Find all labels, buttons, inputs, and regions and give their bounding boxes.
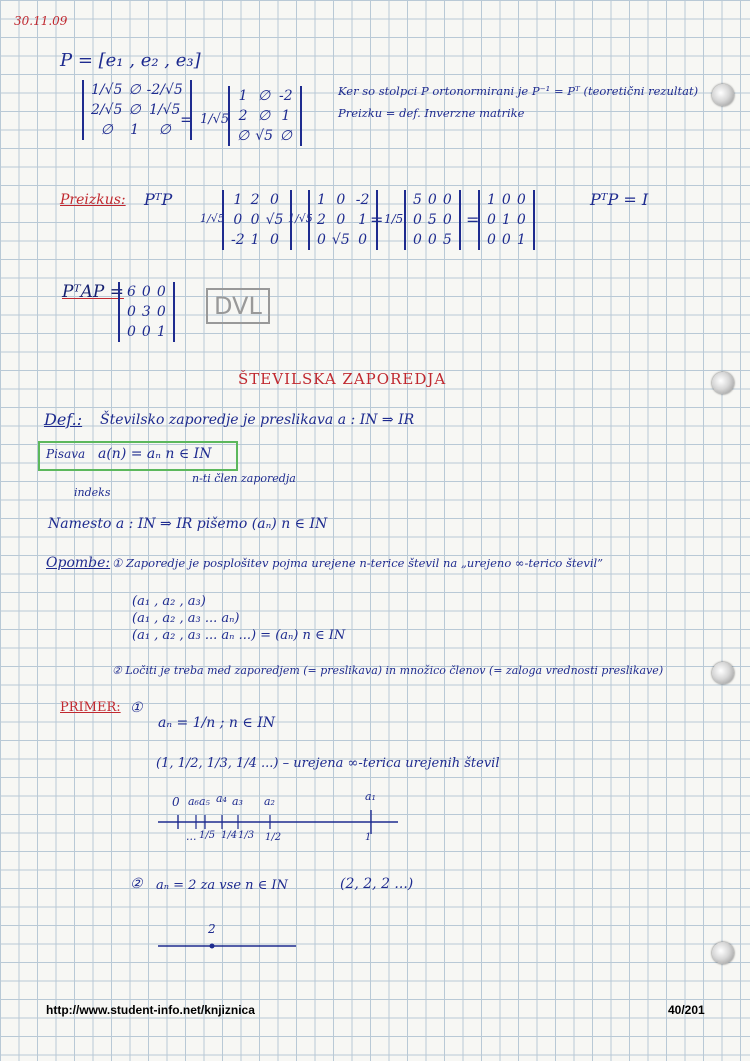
cell: ∅: [258, 88, 271, 104]
cell: 0: [127, 324, 136, 340]
equals-sign-2: =: [370, 210, 384, 229]
ptp-equals-identity: PᵀP = I: [590, 190, 649, 209]
cell: ∅: [279, 128, 292, 144]
axis-label-fifth: 1/5: [199, 830, 216, 841]
cell: 0: [442, 192, 452, 208]
tuple-n: (a₁ , a₂ , a₃ ... aₙ): [132, 611, 240, 626]
example-one-formula: aₙ = 1/n ; n ∈ IN: [158, 715, 275, 731]
example-label: PRIMER:: [60, 700, 121, 715]
tuple-three: (a₁ , a₂ , a₃): [132, 594, 206, 609]
cell: 1: [233, 192, 243, 208]
cell: 1: [487, 192, 496, 208]
cell: 6: [127, 284, 136, 300]
axis-label-dots: ...: [186, 830, 197, 843]
cell: 2/√5: [91, 102, 123, 118]
cell: 0: [336, 212, 346, 228]
index-note: indeks: [74, 486, 111, 499]
cell: 0: [442, 212, 452, 228]
axis-label-a4: a₄: [216, 792, 227, 805]
cell: 0: [501, 232, 511, 248]
scalar-one-over-sqrt5-b: 1/√5: [288, 212, 313, 225]
cell: 0: [487, 212, 496, 228]
axis-label-a2: a₂: [264, 795, 275, 808]
cell: ∅: [158, 122, 171, 138]
cell: -2: [231, 232, 245, 248]
cell: 0: [358, 232, 368, 248]
cell: 0: [427, 232, 437, 248]
cell: 0: [250, 212, 260, 228]
axis-label-third: 1/3: [238, 830, 255, 841]
p-definition: P = [e₁ , e₂ , e₃]: [60, 50, 201, 71]
cell: 0: [270, 192, 279, 208]
cell: 1: [156, 324, 166, 340]
cell: 1: [250, 232, 260, 248]
check-expression: PᵀP: [144, 190, 173, 209]
cell: 1/√5: [149, 102, 181, 118]
cell: 5: [427, 212, 437, 228]
cell: 0: [156, 284, 166, 300]
footer-url: http://www.student-info.net/knjiznica: [46, 1003, 255, 1017]
definition-text: Številsko zaporedje je preslikava a : IN ⇒ IR: [100, 412, 415, 428]
date: 30.11.09: [14, 14, 68, 28]
equals-sign-3: =: [466, 210, 480, 229]
cell: -2: [279, 88, 293, 104]
check-label: Preizkus:: [60, 192, 126, 208]
cell: 3: [141, 304, 151, 320]
cell: 0: [141, 324, 151, 340]
cell: 0: [516, 192, 526, 208]
cell: 2: [317, 212, 326, 228]
cell: ∅: [237, 128, 250, 144]
cell: √5: [331, 232, 350, 248]
scalar-one-fifth: 1/5: [384, 212, 404, 226]
cell: 5: [442, 232, 452, 248]
cell: 0: [413, 212, 422, 228]
remarks-label: Opombe:: [46, 555, 111, 571]
cell: 1: [281, 108, 291, 124]
note-inverse-definition: Preizku = def. Inverzne matrike: [338, 106, 525, 120]
cell: 0: [413, 232, 422, 248]
dvl-box: DVL: [206, 288, 270, 324]
cell: 2: [238, 108, 248, 124]
cell: 0: [127, 304, 136, 320]
cell: ∅: [100, 122, 113, 138]
cell: 1: [501, 212, 511, 228]
notation-formula: a(n) = aₙ n ∈ IN: [98, 446, 212, 462]
cell: 1: [238, 88, 248, 104]
axis-label-a3: a₃: [232, 795, 243, 808]
cell: -2/√5: [146, 82, 183, 98]
cell: 0: [427, 192, 437, 208]
cell: 0: [487, 232, 496, 248]
cell: ∅: [258, 108, 271, 124]
axis-label-a1: a₁: [365, 790, 376, 803]
ptap-label: PᵀAP =: [62, 282, 124, 302]
cell: 0: [317, 232, 326, 248]
nth-term-note: n-ti člen zaporedja: [192, 472, 296, 485]
scalar-one-over-sqrt5: 1/√5: [200, 112, 230, 127]
cell: ∅: [128, 82, 141, 98]
scalar-one-over-sqrt5-a: 1/√5: [200, 212, 225, 225]
cell: 2: [250, 192, 260, 208]
cell: 1: [130, 122, 140, 138]
cell: 0: [501, 192, 511, 208]
cell: 0: [336, 192, 346, 208]
cell: 0: [156, 304, 166, 320]
section-title: ŠTEVILSKA ZAPOREDJA: [238, 370, 447, 388]
cell: √5: [265, 212, 284, 228]
footer-page-number: 40/201: [668, 1003, 705, 1017]
example-one-sequence: (1, 1/2, 1/3, 1/4 ...) – urejena ∞-terica urejenih števil: [156, 756, 500, 771]
axis-label-half: 1/2: [265, 832, 282, 843]
cell: 1/√5: [91, 82, 123, 98]
cell: 0: [233, 212, 243, 228]
equals-sign: =: [180, 110, 194, 129]
cell: 0: [270, 232, 279, 248]
note-orthonormal: Ker so stolpci P ortonormirani je P⁻¹ = Pᵀ (teoretični rezultat): [338, 84, 699, 98]
axis-label-zero: 0: [172, 795, 180, 809]
cell: 0: [141, 284, 151, 300]
definition-label: Def.:: [44, 410, 83, 429]
axis-label-one: 1: [365, 832, 372, 843]
axis-label-a6a5: a₆a₅: [188, 795, 210, 808]
cell: 1: [516, 232, 526, 248]
example-two-point-label: 2: [208, 922, 216, 936]
cell: 5: [413, 192, 422, 208]
remark-one: ① Zaporedje je posplošitev pojma urejene n-terice števil na „urejeno ∞-terico števil”: [112, 556, 604, 570]
notation-label: Pisava: [46, 447, 86, 461]
example-one-number: ①: [130, 700, 143, 716]
axis-label-quarter: 1/4: [221, 830, 238, 841]
example-two-formula: aₙ = 2 za vse n ∈ IN: [156, 878, 288, 893]
cell: -2: [355, 192, 370, 208]
cell: √5: [255, 128, 274, 144]
remark-two: ② Ločiti je treba med zaporedjem (= preslikava) in množico členov (= zaloga vrednosti preslikave): [112, 664, 664, 677]
cell: 0: [516, 212, 526, 228]
cell: 1: [317, 192, 326, 208]
instead-text: Namesto a : IN ⇒ IR pišemo (aₙ) n ∈ IN: [48, 516, 328, 532]
tuple-infinite: (a₁ , a₂ , a₃ ... aₙ ...) = (aₙ) n ∈ IN: [132, 628, 346, 643]
example-two-sequence: (2, 2, 2 ...): [340, 876, 414, 892]
cell: 1: [358, 212, 368, 228]
example-two-number: ②: [130, 876, 143, 892]
cell: ∅: [128, 102, 141, 118]
